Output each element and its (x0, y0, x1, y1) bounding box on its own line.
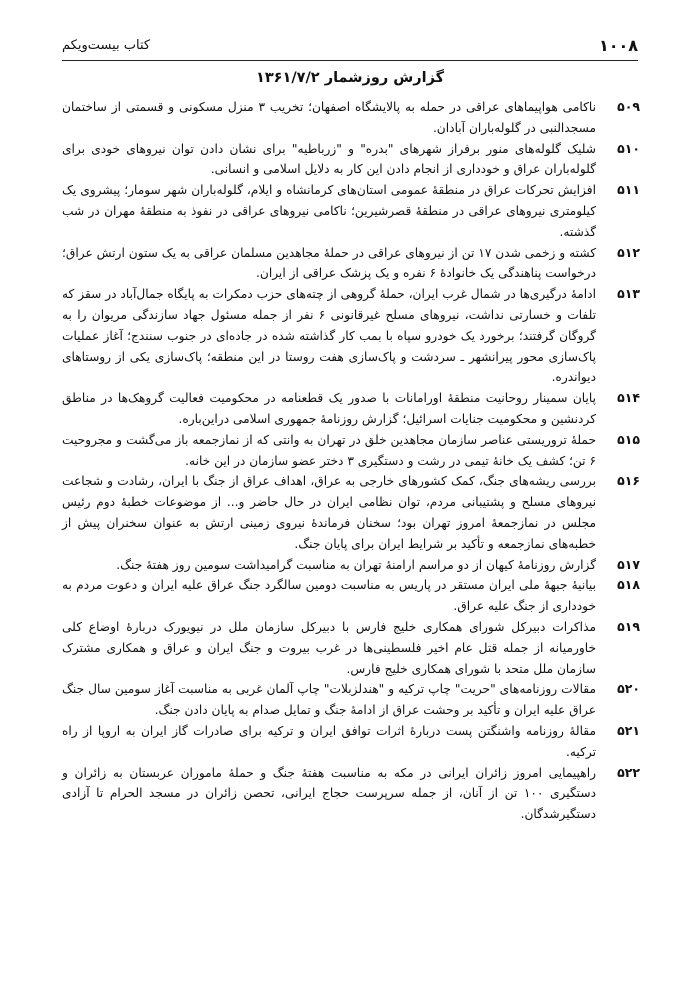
list-item (62, 430, 640, 472)
entry-text: مذاکرات دبیرکل شورای همکاری خلیج فارس با دبیرکل سازمان ملل در نیویورک دربارهٔ اوضاع کلی خاورمیانه از جمله قتل عام اخیر فلسطینی‌ها در غرب بیروت و جنگ ایران و عراق و همکاری مشترک سازمان ملل متحد با شورای همکاری خلیج فارس. (62, 619, 596, 676)
list-item (62, 721, 640, 763)
entry-text: ادامهٔ درگیری‌ها در شمال غرب ایران، حملهٔ گروهی از چته‌های حزب دمکرات به پایگاه جمال‌آباد در سقز که تلفات و خسارتی نداشت، نیروهای مسلح غیرقانونی ۶ نفر از جمله مسئول جهاد سازندگی مریوان را به گروگان گرفتند؛ برخورد یک خودرو سپاه با بمب کار گذاشته شده در جاده‌ای در جنوب سنندج؛ آغاز عملیات پاک‌سازی محور پیرانشهر ـ سردشت و پاک‌سازی هفت روستا در این منطقه؛ پاک‌سازی یکی از روستاهای دیواندره. (62, 287, 597, 385)
entry-number: ۵۱۲ (617, 244, 640, 260)
list-item (62, 471, 640, 554)
list-item (62, 284, 640, 388)
entry-number: ۵۱۸ (617, 577, 640, 593)
list-item (62, 679, 640, 721)
list-item (62, 555, 640, 576)
entry-number: ۵۱۰ (617, 140, 640, 156)
list-item (62, 243, 640, 285)
entry-number: ۵۲۲ (617, 764, 640, 780)
page-number: ۱۰۰۸ (598, 36, 638, 55)
page-header (62, 36, 638, 61)
entry-number: ۵۱۱ (617, 182, 640, 198)
entry-text: شلیک گلوله‌های منور برفراز شهرهای "بدره" و "زرباطیه" برای نشان دادن توان نیروهای خودی برای گلوله‌باران عراق و خودداری از انجام دادن این کار به دلایل اسلامی و انسانی. (62, 141, 596, 177)
entry-text: پایان سمینار روحانیت منطقهٔ اورامانات با صدور یک قطعنامه در محکومیت فعالیت گروهک‌ها در مناطق کردنشین و محکومیت جنایات اسرائیل؛ گزارش روزنامهٔ جمهوری اسلامی دراین‌باره. (62, 391, 596, 426)
entry-text: افزایش تحرکات عراق در منطقهٔ عمومی استان‌های کرمانشاه و ایلام، گلوله‌باران شهر سومار؛ پیشروی یک کیلومتری نیروهای عراقی در منطقهٔ قصرشیرین؛ ناکامی نیروهای عراقی در نفوذ به منطقهٔ مهران در شب گذشته. (62, 183, 596, 239)
entry-number: ۵۱۹ (617, 618, 640, 634)
entry-text: بیانیهٔ جبههٔ ملی ایران مستقر در پاریس به مناسبت دومین سالگرد جنگ عراق علیه ایران و دعوت مردم به خودداری از جنگ علیه عراق. (62, 578, 596, 614)
list-item (62, 388, 640, 430)
entry-number: ۵۱۷ (617, 556, 640, 572)
list-item (62, 97, 640, 139)
entry-number: ۵۲۱ (617, 722, 640, 738)
report-title: گزارش روزشمار ۱۳۶۱/۷/۲ (255, 70, 445, 86)
list-item (62, 139, 640, 181)
entry-text: بررسی ریشه‌های جنگ، کمک کشورهای خارجی به عراق، اهداف عراق از جنگ با ایران، رشادت و شجاعت نیروهای مسلح و پشتیبانی مردم، توان نظامی ایران در حال حاضر و... از موضوعات خطبهٔ دوم رئیس مجلس در نمازجمعهٔ امروز تهران بود؛ سخنان فرماندهٔ نیروی زمینی ارتش به عنوان سخنران پیش از خطبه‌های نمازجمعه و تأکید بر شرایط ایران برای پایان جنگ. (62, 474, 596, 551)
book-title: کتاب بیست‌ویکم (62, 38, 151, 53)
entry-text: حملهٔ تروریستی عناصر سازمان مجاهدین خلق در تهران به وانتی که از نمازجمعه باز می‌گشت و مجروحیت ۶ تن؛ کشف یک خانهٔ تیمی در رشت و دستگیری ۳ دختر عضو سازمان در این خانه. (62, 432, 596, 468)
entry-number: ۵۰۹ (617, 99, 640, 114)
entry-number: ۵۱۴ (617, 390, 640, 406)
list-item (62, 180, 640, 242)
entry-list (62, 97, 640, 825)
list-item (62, 617, 640, 679)
entry-text: ناکامی هواپیماهای عراقی در حمله به پالایشگاه اصفهان؛ تخریب ۳ منزل مسکونی و قسمتی از ساختمان مسجدالنبی در گلوله‌باران آبادان. (62, 100, 596, 135)
list-item (62, 763, 640, 825)
entry-text: راهپیمایی امروز زائران ایرانی در مکه به مناسبت هفتهٔ جنگ و حملهٔ ماموران عربستان به زائران و دستگیری ۱۰۰ تن از آنان، از جمله سرپرست حجاج ایرانی، تحصن زائران در مسجد الحرام تا آزادی دستگیرشدگان. (62, 765, 596, 822)
entry-number: ۵۱۵ (617, 431, 640, 447)
entry-text: مقالهٔ روزنامه واشنگتن پست دربارهٔ اثرات توافق ایران و ترکیه برای صادرات گاز ایران به اروپا از راه ترکیه. (62, 723, 596, 759)
entry-number: ۵۱۳ (617, 286, 640, 302)
entry-number: ۵۲۰ (617, 681, 640, 697)
entry-text: گزارش روزنامهٔ کیهان از دو مراسم ارامنهٔ تهران به مناسبت گرامیداشت سومین روز هفتهٔ جنگ. (116, 557, 596, 572)
entry-text: کشته و زخمی شدن ۱۷ تن از نیروهای عراقی در حملهٔ مجاهدین مسلمان عراقی به یک ستون ارتش عراق؛ درخواست پناهندگی یک خانوادهٔ ۶ نفره و یک پزشک عراقی از ایران. (62, 245, 596, 281)
entry-text: مقالات روزنامه‌های "حریت" چاپ ترکیه و "هندلزبلات" چاپ آلمان غربی به مناسبت آغاز سومین سال جنگ عراق علیه ایران و تأکید بر وحشت عراق از ادامهٔ جنگ و تمایل صدام به پایان دادن جنگ. (62, 682, 596, 718)
list-item (62, 575, 640, 617)
entry-number: ۵۱۶ (617, 473, 640, 489)
